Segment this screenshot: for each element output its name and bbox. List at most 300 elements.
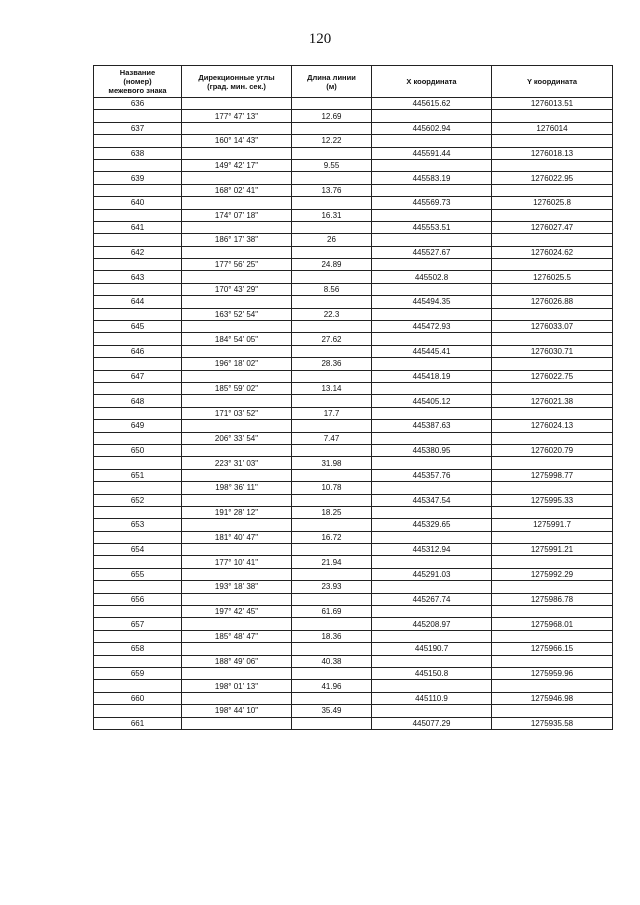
point-row [94,420,613,432]
direction-angle: 206° 33' 54" [182,432,292,444]
point-row [94,370,613,382]
empty-cell [372,358,492,370]
segment-row [94,531,613,543]
empty-cell [182,519,292,531]
y-coordinate: 1276030.71 [492,345,613,357]
empty-cell [292,519,372,531]
y-coordinate: 1276021.38 [492,395,613,407]
line-length: 9.55 [292,159,372,171]
empty-cell [492,680,613,692]
point-name: 641 [94,221,182,233]
empty-cell [372,184,492,196]
point-row [94,717,613,729]
empty-cell [94,457,182,469]
empty-cell [492,333,613,345]
empty-cell [94,184,182,196]
empty-cell [94,655,182,667]
point-name: 642 [94,246,182,258]
x-coordinate: 445445.41 [372,345,492,357]
direction-angle: 198° 36' 11" [182,482,292,494]
point-row [94,246,613,258]
x-coordinate: 445291.03 [372,568,492,580]
empty-cell [372,606,492,618]
header-angle [182,66,292,98]
empty-cell [94,432,182,444]
x-coordinate: 445494.35 [372,296,492,308]
empty-cell [94,581,182,593]
x-coordinate: 445472.93 [372,321,492,333]
empty-cell [372,234,492,246]
empty-cell [182,593,292,605]
empty-cell [182,296,292,308]
y-coordinate: 1276022.75 [492,370,613,382]
x-coordinate: 445553.51 [372,221,492,233]
header-y: Y координата [492,66,613,98]
line-length: 28.36 [292,358,372,370]
empty-cell [492,705,613,717]
direction-angle: 170° 43' 29" [182,283,292,295]
direction-angle: 198° 44' 10" [182,705,292,717]
segment-row [94,581,613,593]
header-angle-line: (град. мин. сек.) [207,81,266,91]
point-row [94,395,613,407]
point-name: 639 [94,172,182,184]
point-row [94,147,613,159]
point-row [94,544,613,556]
line-length: 12.22 [292,135,372,147]
line-length: 23.93 [292,581,372,593]
line-length: 40.38 [292,655,372,667]
point-row [94,444,613,456]
point-row [94,568,613,580]
empty-cell [292,321,372,333]
y-coordinate: 1275946.98 [492,692,613,704]
empty-cell [492,110,613,122]
line-length: 27.62 [292,333,372,345]
empty-cell [94,531,182,543]
y-coordinate: 1275986.78 [492,593,613,605]
empty-cell [182,395,292,407]
x-coordinate: 445387.63 [372,420,492,432]
empty-cell [372,531,492,543]
table-header [94,66,613,98]
x-coordinate: 445077.29 [372,717,492,729]
empty-cell [94,209,182,221]
empty-cell [94,308,182,320]
point-name: 652 [94,494,182,506]
line-length: 18.36 [292,630,372,642]
point-name: 658 [94,643,182,655]
segment-row [94,184,613,196]
point-row [94,667,613,679]
empty-cell [94,506,182,518]
line-length: 16.31 [292,209,372,221]
direction-angle: 171° 03' 52" [182,407,292,419]
empty-cell [182,469,292,481]
empty-cell [94,407,182,419]
y-coordinate: 1275995.33 [492,494,613,506]
y-coordinate: 1275968.01 [492,618,613,630]
x-coordinate: 445527.67 [372,246,492,258]
direction-angle: 188° 49' 06" [182,655,292,667]
line-length: 26 [292,234,372,246]
empty-cell [492,457,613,469]
y-coordinate: 1275966.15 [492,643,613,655]
point-name: 654 [94,544,182,556]
empty-cell [292,469,372,481]
x-coordinate: 445615.62 [372,98,492,110]
empty-cell [94,110,182,122]
empty-cell [292,643,372,655]
line-length: 22.3 [292,308,372,320]
empty-cell [372,705,492,717]
point-name: 661 [94,717,182,729]
segment-row [94,358,613,370]
empty-cell [292,345,372,357]
empty-cell [292,147,372,159]
empty-cell [94,234,182,246]
segment-row [94,259,613,271]
header-x: Х координата [372,66,492,98]
x-coordinate: 445110.9 [372,692,492,704]
empty-cell [182,568,292,580]
direction-angle: 177° 10' 41" [182,556,292,568]
point-row [94,519,613,531]
point-name: 640 [94,197,182,209]
line-length: 7.47 [292,432,372,444]
x-coordinate: 445312.94 [372,544,492,556]
empty-cell [372,308,492,320]
x-coordinate: 445190.7 [372,643,492,655]
segment-row [94,382,613,394]
point-row [94,271,613,283]
empty-cell [182,197,292,209]
point-name: 648 [94,395,182,407]
empty-cell [372,259,492,271]
segment-row [94,680,613,692]
empty-cell [372,556,492,568]
point-name: 645 [94,321,182,333]
point-row [94,593,613,605]
empty-cell [94,159,182,171]
empty-cell [182,420,292,432]
empty-cell [182,321,292,333]
empty-cell [492,308,613,320]
x-coordinate: 445418.19 [372,370,492,382]
empty-cell [182,494,292,506]
empty-cell [492,506,613,518]
empty-cell [292,395,372,407]
empty-cell [182,246,292,258]
empty-cell [94,482,182,494]
point-row [94,618,613,630]
y-coordinate: 1276025.8 [492,197,613,209]
direction-angle: 160° 14' 43" [182,135,292,147]
segment-row [94,655,613,667]
empty-cell [182,221,292,233]
empty-cell [492,581,613,593]
empty-cell [292,221,372,233]
direction-angle: 184° 54' 05" [182,333,292,345]
empty-cell [492,382,613,394]
empty-cell [372,680,492,692]
empty-cell [492,283,613,295]
segment-row [94,159,613,171]
empty-cell [292,544,372,556]
empty-cell [372,482,492,494]
empty-cell [372,630,492,642]
empty-cell [492,209,613,221]
empty-cell [94,630,182,642]
segment-row [94,432,613,444]
empty-cell [292,692,372,704]
segment-row [94,407,613,419]
point-name: 638 [94,147,182,159]
segment-row [94,308,613,320]
y-coordinate: 1275935.58 [492,717,613,729]
empty-cell [182,643,292,655]
empty-cell [492,432,613,444]
empty-cell [372,655,492,667]
point-name: 647 [94,370,182,382]
line-length: 18.25 [292,506,372,518]
empty-cell [182,444,292,456]
point-row [94,494,613,506]
y-coordinate: 1275991.21 [492,544,613,556]
x-coordinate: 445357.76 [372,469,492,481]
y-coordinate: 1276024.62 [492,246,613,258]
empty-cell [492,606,613,618]
empty-cell [94,556,182,568]
line-length: 61.69 [292,606,372,618]
empty-cell [292,197,372,209]
y-coordinate: 1276033.07 [492,321,613,333]
line-length: 35.49 [292,705,372,717]
header-length-line: Длина линии [307,72,356,82]
direction-angle: 193° 18' 38" [182,581,292,593]
point-name: 644 [94,296,182,308]
x-coordinate: 445602.94 [372,122,492,134]
y-coordinate: 1275998.77 [492,469,613,481]
empty-cell [292,98,372,110]
empty-cell [182,345,292,357]
line-length: 24.89 [292,259,372,271]
empty-cell [182,172,292,184]
point-name: 651 [94,469,182,481]
empty-cell [372,432,492,444]
x-coordinate: 445405.12 [372,395,492,407]
empty-cell [182,618,292,630]
segment-row [94,630,613,642]
direction-angle: 196° 18' 02" [182,358,292,370]
line-length: 10.78 [292,482,372,494]
empty-cell [372,506,492,518]
x-coordinate: 445502.8 [372,271,492,283]
empty-cell [372,457,492,469]
empty-cell [292,618,372,630]
point-name: 646 [94,345,182,357]
empty-cell [292,667,372,679]
point-name: 636 [94,98,182,110]
direction-angle: 186° 17' 38" [182,234,292,246]
empty-cell [292,568,372,580]
empty-cell [94,680,182,692]
header-length [292,66,372,98]
direction-angle: 163° 52' 54" [182,308,292,320]
point-name: 655 [94,568,182,580]
empty-cell [292,444,372,456]
empty-cell [492,556,613,568]
line-length: 8.56 [292,283,372,295]
empty-cell [492,407,613,419]
table-body [94,98,613,730]
header-name-line: межевого знака [108,86,167,95]
segment-row [94,135,613,147]
line-length: 13.76 [292,184,372,196]
segment-row [94,333,613,345]
x-coordinate: 445380.95 [372,444,492,456]
direction-angle: 198° 01' 13" [182,680,292,692]
x-coordinate: 445267.74 [372,593,492,605]
empty-cell [292,172,372,184]
empty-cell [292,296,372,308]
point-name: 657 [94,618,182,630]
y-coordinate: 1276014 [492,122,613,134]
empty-cell [372,407,492,419]
empty-cell [182,692,292,704]
point-name: 653 [94,519,182,531]
empty-cell [94,705,182,717]
segment-row [94,606,613,618]
empty-cell [292,593,372,605]
point-name: 660 [94,692,182,704]
line-length: 12.69 [292,110,372,122]
y-coordinate: 1276020.79 [492,444,613,456]
segment-row [94,283,613,295]
point-name: 656 [94,593,182,605]
empty-cell [182,122,292,134]
empty-cell [182,717,292,729]
y-coordinate: 1276027.47 [492,221,613,233]
x-coordinate: 445150.8 [372,667,492,679]
y-coordinate: 1276024.13 [492,420,613,432]
line-length: 13.14 [292,382,372,394]
empty-cell [492,234,613,246]
empty-cell [492,482,613,494]
empty-cell [182,147,292,159]
empty-cell [372,283,492,295]
x-coordinate: 445329.65 [372,519,492,531]
empty-cell [372,581,492,593]
empty-cell [492,358,613,370]
header-angle-line: Дирекционные углы [198,72,275,82]
point-row [94,296,613,308]
line-length: 31.98 [292,457,372,469]
page-number: 120 [308,31,332,47]
y-coordinate: 1275959.96 [492,667,613,679]
empty-cell [94,259,182,271]
empty-cell [292,370,372,382]
point-row [94,643,613,655]
segment-row [94,209,613,221]
direction-angle: 177° 47' 13" [182,110,292,122]
boundary-table [93,65,613,730]
point-row [94,692,613,704]
empty-cell [182,370,292,382]
y-coordinate: 1276018.13 [492,147,613,159]
point-row [94,98,613,110]
point-name: 659 [94,667,182,679]
empty-cell [94,333,182,345]
empty-cell [492,655,613,667]
direction-angle: 185° 59' 02" [182,382,292,394]
empty-cell [492,135,613,147]
segment-row [94,457,613,469]
header-length-line: (м) [326,81,337,91]
direction-angle: 168° 02' 41" [182,184,292,196]
empty-cell [492,159,613,171]
empty-cell [292,122,372,134]
empty-cell [182,271,292,283]
point-row [94,197,613,209]
direction-angle: 191° 28' 12" [182,506,292,518]
segment-row [94,556,613,568]
direction-angle: 185° 48' 47" [182,630,292,642]
empty-cell [292,271,372,283]
y-coordinate: 1276022.95 [492,172,613,184]
empty-cell [292,494,372,506]
line-length: 21.94 [292,556,372,568]
y-coordinate: 1276026.88 [492,296,613,308]
point-row [94,172,613,184]
x-coordinate: 445208.97 [372,618,492,630]
empty-cell [94,135,182,147]
x-coordinate: 445347.54 [372,494,492,506]
empty-cell [372,135,492,147]
point-row [94,122,613,134]
header-name [94,66,182,98]
empty-cell [292,246,372,258]
empty-cell [372,209,492,221]
point-name: 637 [94,122,182,134]
point-row [94,345,613,357]
direction-angle: 149° 42' 17" [182,159,292,171]
empty-cell [94,283,182,295]
point-row [94,469,613,481]
y-coordinate: 1276013.51 [492,98,613,110]
point-row [94,321,613,333]
header-name-line: Название [119,68,156,77]
line-length: 41.96 [292,680,372,692]
line-length: 17.7 [292,407,372,419]
point-name: 650 [94,444,182,456]
empty-cell [492,630,613,642]
empty-cell [492,184,613,196]
segment-row [94,705,613,717]
empty-cell [182,544,292,556]
point-name: 649 [94,420,182,432]
empty-cell [372,159,492,171]
header-name-line: (номер) [123,77,152,86]
segment-row [94,482,613,494]
direction-angle: 197° 42' 45" [182,606,292,618]
empty-cell [94,606,182,618]
empty-cell [372,333,492,345]
y-coordinate: 1275992.29 [492,568,613,580]
segment-row [94,110,613,122]
empty-cell [182,98,292,110]
empty-cell [492,531,613,543]
